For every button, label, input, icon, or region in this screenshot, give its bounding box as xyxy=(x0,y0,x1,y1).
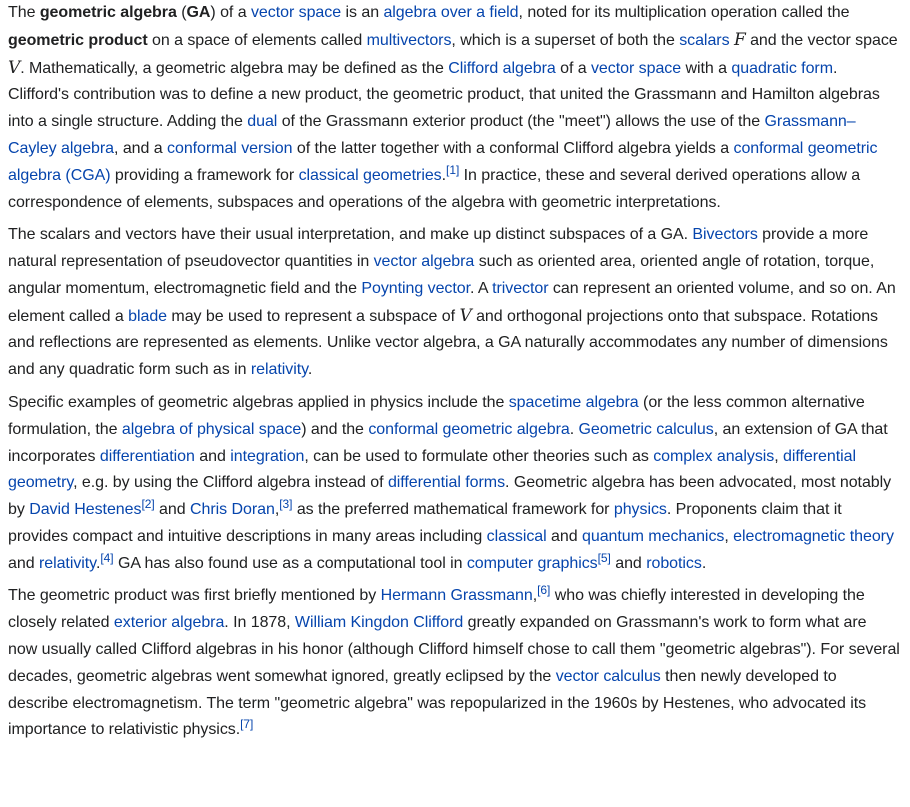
text-run: and xyxy=(610,554,647,572)
text-run: (or the less common alternative formulation, the xyxy=(8,393,865,438)
text-run: and xyxy=(194,447,231,465)
wiki-link[interactable]: spacetime algebra xyxy=(508,393,639,411)
wiki-link[interactable]: robotics xyxy=(646,554,702,572)
wiki-link[interactable]: electromagnetic theory xyxy=(733,527,894,545)
text-run: providing a framework for xyxy=(110,166,299,184)
wiki-link[interactable]: differential forms xyxy=(387,474,506,492)
wiki-link[interactable]: quadratic form xyxy=(731,59,833,77)
article-paragraph xyxy=(8,390,900,578)
math-symbol: V xyxy=(459,305,472,326)
wiki-link[interactable]: conformal geometric algebra (CGA) xyxy=(8,139,878,184)
text-run: The scalars and vectors have their usual interpretation, and make up distinct subspaces of a GA. xyxy=(8,226,693,244)
citation-link[interactable]: [2] xyxy=(141,497,155,512)
wiki-link[interactable]: differential geometry xyxy=(8,447,856,492)
citation-link[interactable]: [4] xyxy=(100,550,114,565)
text-run: as the preferred mathematical framework for xyxy=(292,501,614,519)
text-run: ) and the xyxy=(301,420,369,438)
wiki-link[interactable]: dual xyxy=(247,113,278,131)
text-run: . xyxy=(569,420,579,438)
text-run: . Mathematically, a geometric algebra may be defined as the xyxy=(20,59,449,77)
wiki-link[interactable]: Bivectors xyxy=(692,226,758,244)
wiki-link[interactable]: quantum mechanics xyxy=(582,527,725,545)
math-symbol: F xyxy=(733,29,746,50)
text-run: and orthogonal projections onto that subspace. Rotations and reflections are represented as elements. Unlike vector algebra, a GA naturally accommodates any number of dimensions and any quadratic form such as in xyxy=(8,307,888,379)
wiki-link[interactable]: classical geometries xyxy=(298,166,442,184)
article-paragraph xyxy=(8,222,900,384)
text-run: GA has also found use as a computational tool in xyxy=(113,554,467,572)
wiki-link[interactable]: vector space xyxy=(250,4,342,21)
wiki-link[interactable]: Grassmann–Cayley algebra xyxy=(8,113,856,157)
wiki-link[interactable]: algebra over a field xyxy=(383,4,519,21)
text-run: , xyxy=(724,527,734,545)
wiki-link[interactable]: conformal geometric algebra xyxy=(368,420,570,438)
wiki-link[interactable]: William Kingdon Clifford xyxy=(294,614,464,632)
text-run: . xyxy=(441,166,447,184)
wiki-link[interactable]: complex analysis xyxy=(653,447,775,465)
text-run: and xyxy=(154,501,190,519)
citation-link[interactable]: [6] xyxy=(537,583,551,598)
text-run: In practice, these and several derived operations allow a correspondence of elements, subspaces and operations of the algebra with geometric interpretations. xyxy=(8,166,861,211)
wiki-link[interactable]: differentiation xyxy=(99,447,195,465)
text-run: is an xyxy=(341,4,384,21)
text-run: with a xyxy=(681,59,732,77)
wiki-link[interactable]: computer graphics xyxy=(466,554,598,572)
text-run: of a xyxy=(555,59,591,77)
wiki-link[interactable]: vector calculus xyxy=(555,667,661,685)
text-run: . xyxy=(95,554,101,572)
wiki-link[interactable]: exterior algebra xyxy=(113,614,225,632)
text-run: , xyxy=(532,587,538,605)
text-run: . Clifford's contribution was to define a new product, the geometric product, that united the Grassmann and Hamilton algebras into a single structure. Adding the xyxy=(8,59,880,131)
text-run: . A xyxy=(470,279,493,297)
text-run: and xyxy=(546,527,582,545)
text-run: . In 1878, xyxy=(224,614,295,632)
text-run: who was chiefly interested in developing the closely related xyxy=(8,587,865,632)
text-run: , and a xyxy=(114,139,168,157)
wiki-link[interactable]: Clifford algebra xyxy=(448,59,556,77)
text-run: , xyxy=(774,447,784,465)
article-paragraph xyxy=(8,583,900,744)
bold-term: geometric product xyxy=(8,31,148,49)
citation-link[interactable]: [7] xyxy=(240,717,254,732)
wiki-link[interactable]: integration xyxy=(230,447,305,465)
text-run: , an extension of GA that incorporates xyxy=(8,420,888,465)
wiki-link[interactable]: classical xyxy=(486,527,547,545)
wiki-link[interactable]: physics xyxy=(613,501,667,519)
citation-link[interactable]: [3] xyxy=(279,497,293,512)
text-run: greatly expanded on Grassmann's work to form what are now usually called Clifford algebras in his honor (although Clifford himself chose to call them "geometric algebras"). For several decades, geometric algebras went somewhat ignored, greatly eclipsed by the xyxy=(8,614,900,685)
wiki-link[interactable]: relativity xyxy=(38,554,96,572)
wiki-link[interactable]: conformal version xyxy=(167,139,293,157)
text-run: on a space of elements called xyxy=(147,31,367,49)
text-run: provide a more natural representation of pseudovector quantities in xyxy=(8,226,869,271)
wiki-link[interactable]: Geometric calculus xyxy=(578,420,714,438)
text-run: , noted for its multiplication operation called the xyxy=(518,4,850,21)
article-paragraph xyxy=(8,0,900,216)
bold-term: GA xyxy=(186,4,211,21)
wiki-link[interactable]: multivectors xyxy=(366,31,452,49)
text-run: and the vector space xyxy=(745,31,898,49)
wiki-link[interactable]: Chris Doran xyxy=(190,501,275,519)
wiki-link[interactable]: vector space xyxy=(590,59,682,77)
text-run: ( xyxy=(176,4,187,21)
text-run: may be used to represent a subspace of xyxy=(167,307,460,325)
text-run: , which is a superset of both the xyxy=(451,31,680,49)
wiki-link[interactable]: relativity xyxy=(250,361,308,379)
text-run: The geometric product was first briefly mentioned by xyxy=(8,587,381,605)
text-run: The xyxy=(8,4,40,21)
citation-link[interactable]: [1] xyxy=(446,162,460,177)
wiki-link[interactable]: David Hestenes xyxy=(29,501,142,519)
text-run: of the Grassmann exterior product (the "meet") allows the use of the xyxy=(277,113,765,131)
text-run: , e.g. by using the Clifford algebra instead of xyxy=(73,474,388,492)
text-run: ) of a xyxy=(210,4,251,21)
wiki-link[interactable]: algebra of physical space xyxy=(121,420,302,438)
text-run: . xyxy=(701,554,707,572)
wiki-link[interactable]: trivector xyxy=(492,279,549,297)
wiki-link[interactable]: blade xyxy=(128,307,168,325)
math-symbol: V xyxy=(8,57,21,78)
wiki-link[interactable]: vector algebra xyxy=(373,253,475,271)
citation-link[interactable]: [5] xyxy=(597,550,611,565)
text-run: can represent an oriented volume, and so on. An element called a xyxy=(8,279,896,325)
text-run: . Proponents claim that it provides compact and intuitive descriptions in many areas including xyxy=(8,501,842,545)
text-run: Specific examples of geometric algebras applied in physics include the xyxy=(8,393,509,411)
text-run: . Geometric algebra has been advocated, most notably by xyxy=(8,474,892,519)
text-run: of the latter together with a conformal Clifford algebra yields a xyxy=(292,139,734,157)
wiki-link[interactable]: Poynting vector xyxy=(361,279,471,297)
wiki-link[interactable]: scalars xyxy=(679,31,730,49)
text-run: and xyxy=(8,554,39,572)
text-run: such as oriented area, oriented angle of rotation, torque, angular momentum, electromagnetic field and the xyxy=(8,253,875,297)
bold-term: geometric algebra xyxy=(39,4,177,21)
text-run: . xyxy=(307,361,313,379)
text-run: , xyxy=(274,501,280,519)
text-run: , can be used to formulate other theories such as xyxy=(304,447,654,465)
wiki-link[interactable]: Hermann Grassmann xyxy=(380,587,533,605)
text-run: then newly developed to describe electromagnetism. The term "geometric algebra" was repopularized in the 1960s by Hestenes, who advocated its importance to relativistic physics. xyxy=(8,667,867,739)
